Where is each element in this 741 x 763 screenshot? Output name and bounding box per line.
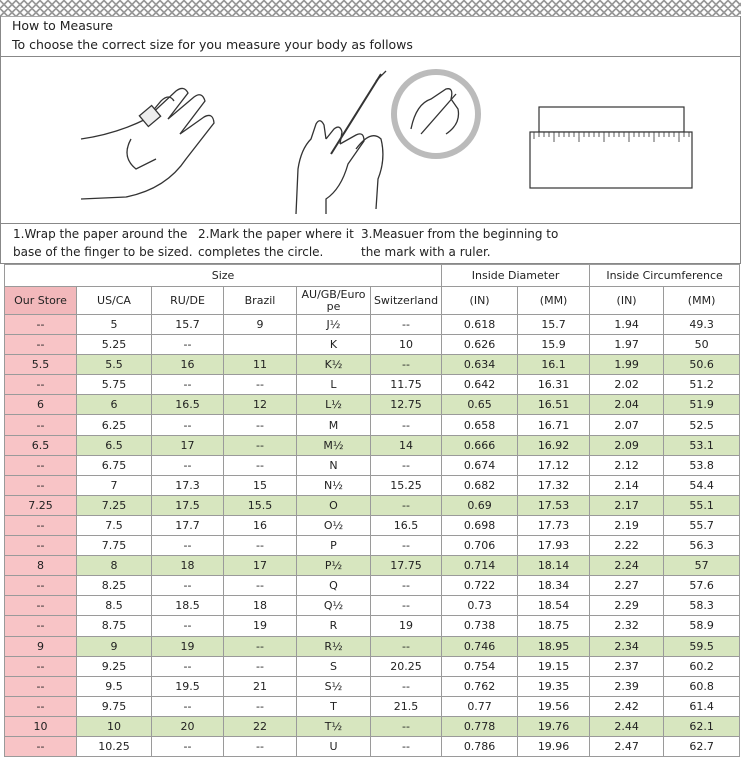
table-cell: 6 <box>77 395 152 415</box>
table-cell: 61.4 <box>664 696 740 716</box>
table-cell: 0.626 <box>442 335 518 355</box>
table-cell: 56.3 <box>664 536 740 556</box>
table-row <box>5 435 740 455</box>
table-cell: -- <box>5 315 77 335</box>
table-cell: 0.762 <box>442 676 518 696</box>
table-cell: 0.706 <box>442 536 518 556</box>
table-cell: 2.22 <box>590 536 664 556</box>
table-cell: 15.7 <box>518 315 590 335</box>
table-cell: -- <box>152 375 224 395</box>
table-cell: Q <box>297 576 371 596</box>
table-cell: 0.754 <box>442 656 518 676</box>
table-cell: T <box>297 696 371 716</box>
table-cell: 0.666 <box>442 435 518 455</box>
table-cell: 2.14 <box>590 475 664 495</box>
table-cell: N <box>297 455 371 475</box>
table-cell: 16.5 <box>371 515 442 535</box>
table-cell: -- <box>224 536 297 556</box>
table-cell: 17.73 <box>518 515 590 535</box>
table-cell: -- <box>5 616 77 636</box>
table-cell: 17.12 <box>518 455 590 475</box>
table-cell: 5 <box>77 315 152 335</box>
table-cell: 18.54 <box>518 596 590 616</box>
table-cell: 11.75 <box>371 375 442 395</box>
table-cell: 60.8 <box>664 676 740 696</box>
group-circumference-header: Inside Circumference <box>590 265 740 287</box>
table-row <box>5 696 740 716</box>
table-cell: -- <box>371 495 442 515</box>
table-cell: -- <box>371 315 442 335</box>
table-cell: Q½ <box>297 596 371 616</box>
table-cell: -- <box>224 435 297 455</box>
table-cell: 58.3 <box>664 596 740 616</box>
group-diameter-header: Inside Diameter <box>442 265 590 287</box>
table-cell: 57.6 <box>664 576 740 596</box>
table-cell: 16.31 <box>518 375 590 395</box>
table-cell: 55.7 <box>664 515 740 535</box>
instruction-steps <box>0 223 741 264</box>
table-cell: 9.5 <box>77 676 152 696</box>
table-cell: 5.75 <box>77 375 152 395</box>
table-cell: -- <box>5 676 77 696</box>
table-cell: U <box>297 736 371 756</box>
table-cell: -- <box>371 636 442 656</box>
table-cell: 0.77 <box>442 696 518 716</box>
step-3-line-2: the mark with a ruler. <box>361 245 491 259</box>
table-cell: 15 <box>224 475 297 495</box>
table-cell: 2.17 <box>590 495 664 515</box>
table-cell: -- <box>224 656 297 676</box>
table-cell: 16 <box>152 355 224 375</box>
table-cell: 16 <box>224 515 297 535</box>
table-cell: -- <box>224 636 297 656</box>
table-cell: 17.7 <box>152 515 224 535</box>
table-cell: 62.7 <box>664 736 740 756</box>
table-cell: 2.29 <box>590 596 664 616</box>
table-cell: 6.75 <box>77 455 152 475</box>
table-cell: 19.56 <box>518 696 590 716</box>
table-cell: 7.25 <box>5 495 77 515</box>
table-row <box>5 536 740 556</box>
table-cell: 19 <box>224 616 297 636</box>
table-cell: 2.37 <box>590 656 664 676</box>
table-cell: -- <box>5 335 77 355</box>
table-cell: M <box>297 415 371 435</box>
col-header-us-ca: US/CA <box>77 287 152 315</box>
table-cell: 9.25 <box>77 656 152 676</box>
table-cell: -- <box>371 736 442 756</box>
table-cell: 22 <box>224 716 297 736</box>
table-cell: 8.25 <box>77 576 152 596</box>
table-cell: 50.6 <box>664 355 740 375</box>
table-row <box>5 656 740 676</box>
table-cell: -- <box>5 736 77 756</box>
table-cell: 21.5 <box>371 696 442 716</box>
table-cell: P½ <box>297 556 371 576</box>
table-cell: 0.65 <box>442 395 518 415</box>
table-cell: 1.97 <box>590 335 664 355</box>
table-cell: -- <box>224 375 297 395</box>
table-row <box>5 676 740 696</box>
table-row <box>5 636 740 656</box>
table-row <box>5 355 740 375</box>
table-cell: 14 <box>371 435 442 455</box>
table-row <box>5 736 740 756</box>
table-cell: -- <box>5 596 77 616</box>
table-cell: 5.25 <box>77 335 152 355</box>
table-cell: 0.674 <box>442 455 518 475</box>
table-body <box>5 315 740 757</box>
col-header-brazil: Brazil <box>224 287 297 315</box>
col-header-diameter-mm: (MM) <box>518 287 590 315</box>
table-cell: O <box>297 495 371 515</box>
table-cell: 16.92 <box>518 435 590 455</box>
table-cell: -- <box>152 616 224 636</box>
step-1 <box>13 225 193 261</box>
table-cell: 49.3 <box>664 315 740 335</box>
table-cell: 2.32 <box>590 616 664 636</box>
table-cell: 0.682 <box>442 475 518 495</box>
table-cell: -- <box>152 536 224 556</box>
table-cell: -- <box>152 696 224 716</box>
table-cell: 17.5 <box>152 495 224 515</box>
table-cell: 16.5 <box>152 395 224 415</box>
step-3-line-1: 3.Measuer from the beginning to <box>361 227 559 241</box>
table-cell: 51.2 <box>664 375 740 395</box>
table-cell: 2.39 <box>590 676 664 696</box>
table-cell: 2.04 <box>590 395 664 415</box>
table-cell: 19.5 <box>152 676 224 696</box>
table-cell: 9 <box>224 315 297 335</box>
table-cell: 17 <box>152 435 224 455</box>
table-cell: 6 <box>5 395 77 415</box>
page-subtitle: To choose the correct size for you measure your body as follows <box>12 37 413 52</box>
table-cell: 19.15 <box>518 656 590 676</box>
table-cell: 1.94 <box>590 315 664 335</box>
table-cell: -- <box>371 415 442 435</box>
table-cell: L½ <box>297 395 371 415</box>
table-cell: 12 <box>224 395 297 415</box>
table-cell: S <box>297 656 371 676</box>
table-cell: O½ <box>297 515 371 535</box>
table-cell: 2.24 <box>590 556 664 576</box>
col-header-ru-de: RU/DE <box>152 287 224 315</box>
table-cell: 0.618 <box>442 315 518 335</box>
table-cell: 6.5 <box>77 435 152 455</box>
table-cell: 9 <box>77 636 152 656</box>
table-cell: 0.722 <box>442 576 518 596</box>
table-row <box>5 556 740 576</box>
table-cell: -- <box>371 576 442 596</box>
table-cell: -- <box>371 355 442 375</box>
table-cell: 50 <box>664 335 740 355</box>
table-cell: 2.44 <box>590 716 664 736</box>
table-row <box>5 716 740 736</box>
table-cell: 17.32 <box>518 475 590 495</box>
table-cell: 8 <box>5 556 77 576</box>
table-cell: T½ <box>297 716 371 736</box>
table-cell: 19 <box>371 616 442 636</box>
table-row <box>5 415 740 435</box>
table-cell: 60.2 <box>664 656 740 676</box>
table-cell: 2.34 <box>590 636 664 656</box>
table-row <box>5 475 740 495</box>
table-cell: 17.53 <box>518 495 590 515</box>
table-cell: -- <box>5 415 77 435</box>
col-header-diameter-in: (IN) <box>442 287 518 315</box>
table-cell: 51.9 <box>664 395 740 415</box>
table-cell: 0.778 <box>442 716 518 736</box>
table-cell: K <box>297 335 371 355</box>
table-row <box>5 455 740 475</box>
table-cell: -- <box>371 716 442 736</box>
table-cell: 21 <box>224 676 297 696</box>
step-2 <box>198 225 354 261</box>
table-cell: -- <box>5 515 77 535</box>
table-cell: -- <box>5 455 77 475</box>
table-cell: -- <box>371 596 442 616</box>
table-cell: 10 <box>5 716 77 736</box>
table-cell: -- <box>224 415 297 435</box>
table-cell: 15.9 <box>518 335 590 355</box>
table-cell: 8.5 <box>77 596 152 616</box>
table-cell: -- <box>5 536 77 556</box>
table-cell: K½ <box>297 355 371 375</box>
table-cell: 7.75 <box>77 536 152 556</box>
table-cell: 2.27 <box>590 576 664 596</box>
table-cell: 7 <box>77 475 152 495</box>
illustration-panel <box>0 57 741 223</box>
table-cell: 6.25 <box>77 415 152 435</box>
table-cell: 7.25 <box>77 495 152 515</box>
table-cell: M½ <box>297 435 371 455</box>
table-cell: 62.1 <box>664 716 740 736</box>
table-cell: 9.75 <box>77 696 152 716</box>
table-cell <box>224 335 297 355</box>
table-row <box>5 576 740 596</box>
table-cell: -- <box>152 455 224 475</box>
decorative-border <box>0 0 741 17</box>
table-cell: 10.25 <box>77 736 152 756</box>
table-cell: -- <box>152 415 224 435</box>
table-cell: 18.95 <box>518 636 590 656</box>
table-cell: -- <box>371 536 442 556</box>
hand-marking-pen-icon <box>286 69 486 219</box>
table-cell: 2.12 <box>590 455 664 475</box>
col-header-au-gb-europe: AU/GB/Euro pe <box>297 287 371 315</box>
table-cell: 0.634 <box>442 355 518 375</box>
col-header-our-store: Our Store <box>5 287 77 315</box>
table-cell: 5.5 <box>77 355 152 375</box>
table-cell: 18.34 <box>518 576 590 596</box>
table-cell: 20.25 <box>371 656 442 676</box>
table-row <box>5 315 740 335</box>
table-cell: 0.642 <box>442 375 518 395</box>
ruler-icon <box>529 105 695 191</box>
page-title: How to Measure <box>12 18 113 33</box>
table-cell: 57 <box>664 556 740 576</box>
table-cell: 17 <box>224 556 297 576</box>
table-cell: 18 <box>152 556 224 576</box>
table-cell: 10 <box>371 335 442 355</box>
table-cell: 18.75 <box>518 616 590 636</box>
table-cell: 18.14 <box>518 556 590 576</box>
table-column-header <box>5 287 740 315</box>
table-cell: S½ <box>297 676 371 696</box>
table-cell: -- <box>224 736 297 756</box>
col-header-switzerland: Switzerland <box>371 287 442 315</box>
table-cell: -- <box>371 455 442 475</box>
col-header-circumference-mm: (MM) <box>664 287 740 315</box>
table-cell: 15.7 <box>152 315 224 335</box>
table-cell: 0.714 <box>442 556 518 576</box>
table-cell: 2.19 <box>590 515 664 535</box>
table-cell: 1.99 <box>590 355 664 375</box>
table-cell: -- <box>152 656 224 676</box>
table-cell: 6.5 <box>5 435 77 455</box>
step-1-line-2: base of the finger to be sized. <box>13 245 193 259</box>
table-row <box>5 495 740 515</box>
table-cell: 8 <box>77 556 152 576</box>
table-cell: -- <box>224 455 297 475</box>
ring-size-table <box>4 264 740 757</box>
table-cell: -- <box>152 335 224 355</box>
table-cell: 53.8 <box>664 455 740 475</box>
table-cell: 5.5 <box>5 355 77 375</box>
table-row <box>5 515 740 535</box>
table-cell: L <box>297 375 371 395</box>
table-cell: 2.09 <box>590 435 664 455</box>
step-3 <box>361 225 558 261</box>
step-2-line-1: 2.Mark the paper where it <box>198 227 354 241</box>
table-cell: 7.5 <box>77 515 152 535</box>
table-row <box>5 335 740 355</box>
table-cell: 8.75 <box>77 616 152 636</box>
table-cell: 15.25 <box>371 475 442 495</box>
table-cell: J½ <box>297 315 371 335</box>
table-cell: 0.698 <box>442 515 518 535</box>
table-row <box>5 375 740 395</box>
table-cell: 10 <box>77 716 152 736</box>
table-cell: 0.786 <box>442 736 518 756</box>
step-2-line-2: completes the circle. <box>198 245 324 259</box>
table-cell: 0.69 <box>442 495 518 515</box>
table-cell: 2.47 <box>590 736 664 756</box>
table-cell: 17.93 <box>518 536 590 556</box>
table-cell: 19.76 <box>518 716 590 736</box>
table-cell: 0.738 <box>442 616 518 636</box>
table-cell: 2.07 <box>590 415 664 435</box>
table-cell: -- <box>5 475 77 495</box>
table-cell: -- <box>224 696 297 716</box>
table-cell: 11 <box>224 355 297 375</box>
table-cell: -- <box>224 576 297 596</box>
table-cell: 19.35 <box>518 676 590 696</box>
table-row <box>5 616 740 636</box>
col-header-circumference-in: (IN) <box>590 287 664 315</box>
table-cell: 12.75 <box>371 395 442 415</box>
table-cell: 59.5 <box>664 636 740 656</box>
table-cell: 16.1 <box>518 355 590 375</box>
table-cell: 54.4 <box>664 475 740 495</box>
table-cell: 55.1 <box>664 495 740 515</box>
table-row <box>5 395 740 415</box>
group-size-header: Size <box>5 265 442 287</box>
table-cell: 52.5 <box>664 415 740 435</box>
table-cell: 0.658 <box>442 415 518 435</box>
hand-wrapped-paper-icon <box>76 79 226 204</box>
table-cell: -- <box>371 676 442 696</box>
table-cell: P <box>297 536 371 556</box>
table-group-header <box>5 265 740 287</box>
page-header <box>0 16 741 57</box>
table-cell: -- <box>5 656 77 676</box>
table-cell: 53.1 <box>664 435 740 455</box>
table-cell: 16.71 <box>518 415 590 435</box>
table-cell: 15.5 <box>224 495 297 515</box>
table-cell: 17.3 <box>152 475 224 495</box>
table-cell: 20 <box>152 716 224 736</box>
table-cell: N½ <box>297 475 371 495</box>
table-cell: 0.73 <box>442 596 518 616</box>
table-cell: 18 <box>224 596 297 616</box>
table-cell: 9 <box>5 636 77 656</box>
step-1-line-1: 1.Wrap the paper around the <box>13 227 188 241</box>
table-cell: 0.746 <box>442 636 518 656</box>
table-cell: 2.42 <box>590 696 664 716</box>
table-cell: 58.9 <box>664 616 740 636</box>
table-cell: -- <box>5 696 77 716</box>
table-cell: 2.02 <box>590 375 664 395</box>
table-cell: -- <box>5 576 77 596</box>
table-cell: -- <box>5 375 77 395</box>
table-cell: -- <box>152 576 224 596</box>
table-cell: 19 <box>152 636 224 656</box>
table-cell: R½ <box>297 636 371 656</box>
table-cell: R <box>297 616 371 636</box>
table-cell: -- <box>152 736 224 756</box>
table-cell: 17.75 <box>371 556 442 576</box>
table-cell: 18.5 <box>152 596 224 616</box>
table-cell: 19.96 <box>518 736 590 756</box>
table-cell: 16.51 <box>518 395 590 415</box>
table-row <box>5 596 740 616</box>
